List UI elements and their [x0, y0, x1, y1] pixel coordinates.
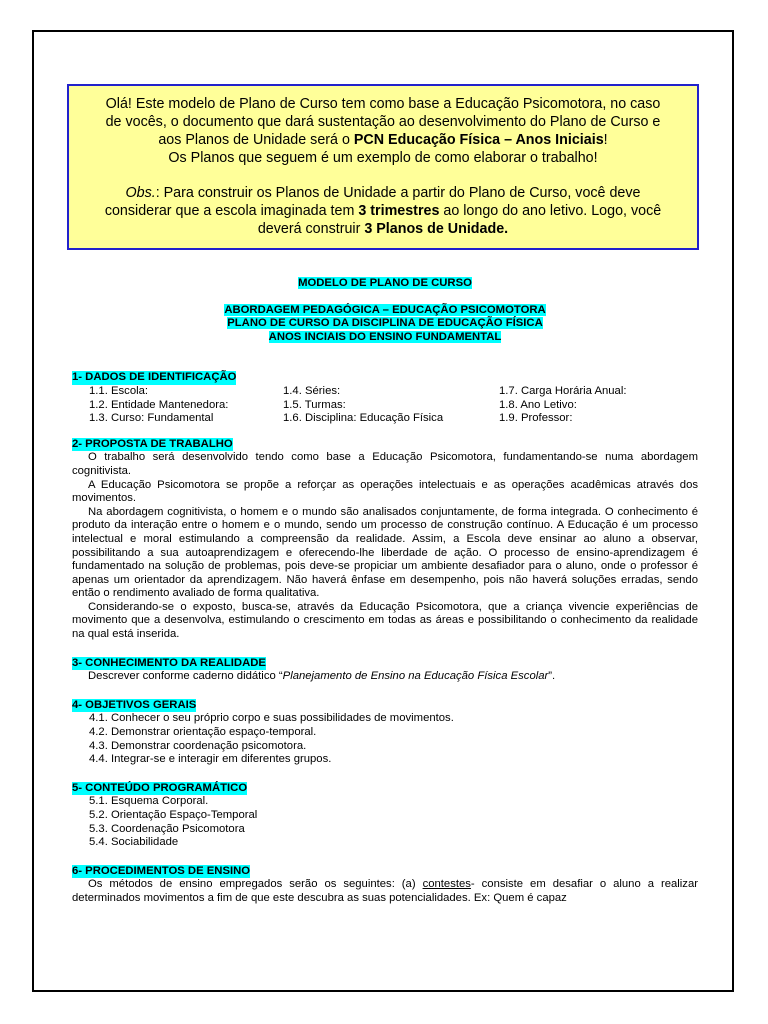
paragraph-text: Descrever conforme caderno didático “ [88, 670, 283, 683]
section-title: 5- CONTEÚDO PROGRAMÁTICO [72, 781, 248, 794]
section-title: 2- PROPOSTA DE TRABALHO [72, 437, 233, 450]
identification-item: 1.4. Séries: [283, 384, 341, 397]
reference-title: Planejamento de Ensino na Educação Física Escolar [282, 670, 549, 683]
notice-text: considerar que a escola imaginada tem [104, 203, 359, 219]
identification-item: 1.2. Entidade Mantenedora: [89, 398, 229, 411]
list-item: 4.4. Integrar-se e interagir em diferentes grupos. [89, 753, 332, 766]
section-title: 6- PROCEDIMENTOS DE ENSINO [72, 864, 251, 877]
notice-bold-text: 3 Planos de Unidade. [364, 221, 509, 237]
notice-line [79, 220, 687, 238]
identification-item: 1.9. Professor: [499, 412, 573, 425]
notice-bold-text: 3 trimestres [358, 203, 440, 219]
notice-text: deverá construir [257, 221, 365, 237]
section-title: 4- OBJETIVOS GERAIS [72, 698, 197, 711]
title-block [72, 277, 698, 344]
notice-text: ao longo do ano letivo. Logo, você [439, 203, 662, 219]
section-procedures [72, 865, 698, 906]
section-reality [72, 657, 698, 684]
identification-item: 1.7. Carga Horária Anual: [499, 384, 627, 397]
paragraph: Na abordagem cognitivista, o homem e o mundo são analisados conjuntamente, de forma integrada. O conhecimento é produto da interação entre o homem e o mundo, sendo um processo de construção contínuo. A Educação é um processo intelectual e moral estimulando a compreensão da realidade. Assim, a Escola deve ensinar ao aluno a observar, possibilitando a sua autoaprendizagem e oferecendo-lhe liberdade de ação. O processo de ensino-aprendizagem é fundamentado na solução de problemas, pois deve-se propiciar um ambiente desafiador para o aluno, onde o professor é apenas um orientador da aprendizagem. Não haverá ênfase em desempenho, pois não haverá soluções erradas, sendo então o rendimento avaliado de forma qualitativa. [72, 505, 698, 600]
list-item: 5.1. Esquema Corporal. [89, 795, 209, 808]
obs-label: Obs. [125, 185, 156, 201]
document-page [32, 30, 734, 992]
section-identification [72, 371, 698, 425]
paragraph [72, 670, 698, 684]
identification-item: 1.5. Turmas: [283, 398, 346, 411]
identification-item: 1.1. Escola: [89, 384, 149, 397]
notice-box [67, 84, 699, 250]
paragraph-text: ”. [548, 670, 556, 683]
notice-line [79, 184, 687, 202]
list-item: 5.4. Sociabilidade [89, 836, 179, 849]
paragraph: A Educação Psicomotora se propõe a reforçar as operações intelectuais e as operações acadêmicas através dos movimentos. [72, 478, 698, 505]
section-objectives [72, 699, 698, 767]
section-title: 3- CONHECIMENTO DA REALIDADE [72, 656, 266, 669]
notice-text: Olá! Este modelo de Plano de Curso tem como base a Educação Psicomotora, no caso [105, 96, 661, 112]
paragraph-text: - consiste em desafiar o aluno a realizar determinados movimentos a fim de que este descubra as suas potencialidades. Ex: Quem é capaz [72, 878, 698, 904]
paragraph: O trabalho será desenvolvido tendo como base a Educação Psicomotora, fundamentando-se numa abordagem cognitivista. [72, 451, 698, 477]
main-title: MODELO DE PLANO DE CURSO [298, 277, 472, 289]
notice-text: : Para construir os Planos de Unidade a partir do Plano de Curso, você deve [155, 185, 641, 201]
list-item: 5.2. Orientação Espaço-Temporal [89, 809, 258, 821]
paragraph [72, 878, 698, 905]
notice-text: ! [603, 132, 608, 148]
paragraph: Considerando-se o exposto, busca-se, através da Educação Psicomotora, que a criança vivencie experiências de movimento que a desenvolva, estimulando o crescimento em todas as áreas e possibilitando o conhecimento da realidade na qual está inserida. [72, 600, 698, 641]
notice-line [79, 202, 687, 220]
course-plan [72, 277, 698, 906]
list-item: 4.2. Demonstrar orientação espaço-temporal. [89, 726, 317, 739]
paragraph-text: Os métodos de ensino empregados serão os seguintes: (a) [88, 878, 423, 891]
notice-line [79, 131, 687, 149]
notice-line [79, 113, 687, 131]
list-item: 4.3. Demonstrar coordenação psicomotora. [89, 739, 307, 752]
identification-item: 1.8. Ano Letivo: [499, 398, 577, 411]
notice-text: aos Planos de Unidade será o [158, 132, 354, 148]
section-title: 1- DADOS DE IDENTIFICAÇÃO [72, 371, 237, 384]
section-proposal [72, 438, 698, 642]
notice-text: de vocês, o documento que dará sustentação ao desenvolvimento do Plano de Curso e [105, 114, 661, 130]
underlined-term: contestes [422, 878, 471, 891]
list-item: 5.3. Coordenação Psicomotora [89, 822, 245, 835]
subtitle: ABORDAGEM PEDAGÓGICA – EDUCAÇÃO PSICOMOTORA [224, 303, 546, 316]
identification-grid [72, 385, 698, 426]
subtitle: ANOS INCIAIS DO ENSINO FUNDAMENTAL [268, 330, 502, 343]
identification-item: 1.3. Curso: Fundamental [89, 412, 214, 425]
notice-text: Os Planos que seguem é um exemplo de como elaborar o trabalho! [168, 150, 598, 166]
notice-line [79, 95, 687, 113]
identification-item: 1.6. Disciplina: Educação Física [283, 412, 444, 425]
list-item: 4.1. Conhecer o seu próprio corpo e suas possibilidades de movimentos. [89, 712, 454, 725]
notice-line [79, 149, 687, 167]
notice-bold-text: PCN Educação Física – Anos Iniciais [353, 132, 604, 148]
subtitle: PLANO DE CURSO DA DISCIPLINA DE EDUCAÇÃO FÍSICA [227, 317, 543, 330]
section-content [72, 782, 698, 850]
